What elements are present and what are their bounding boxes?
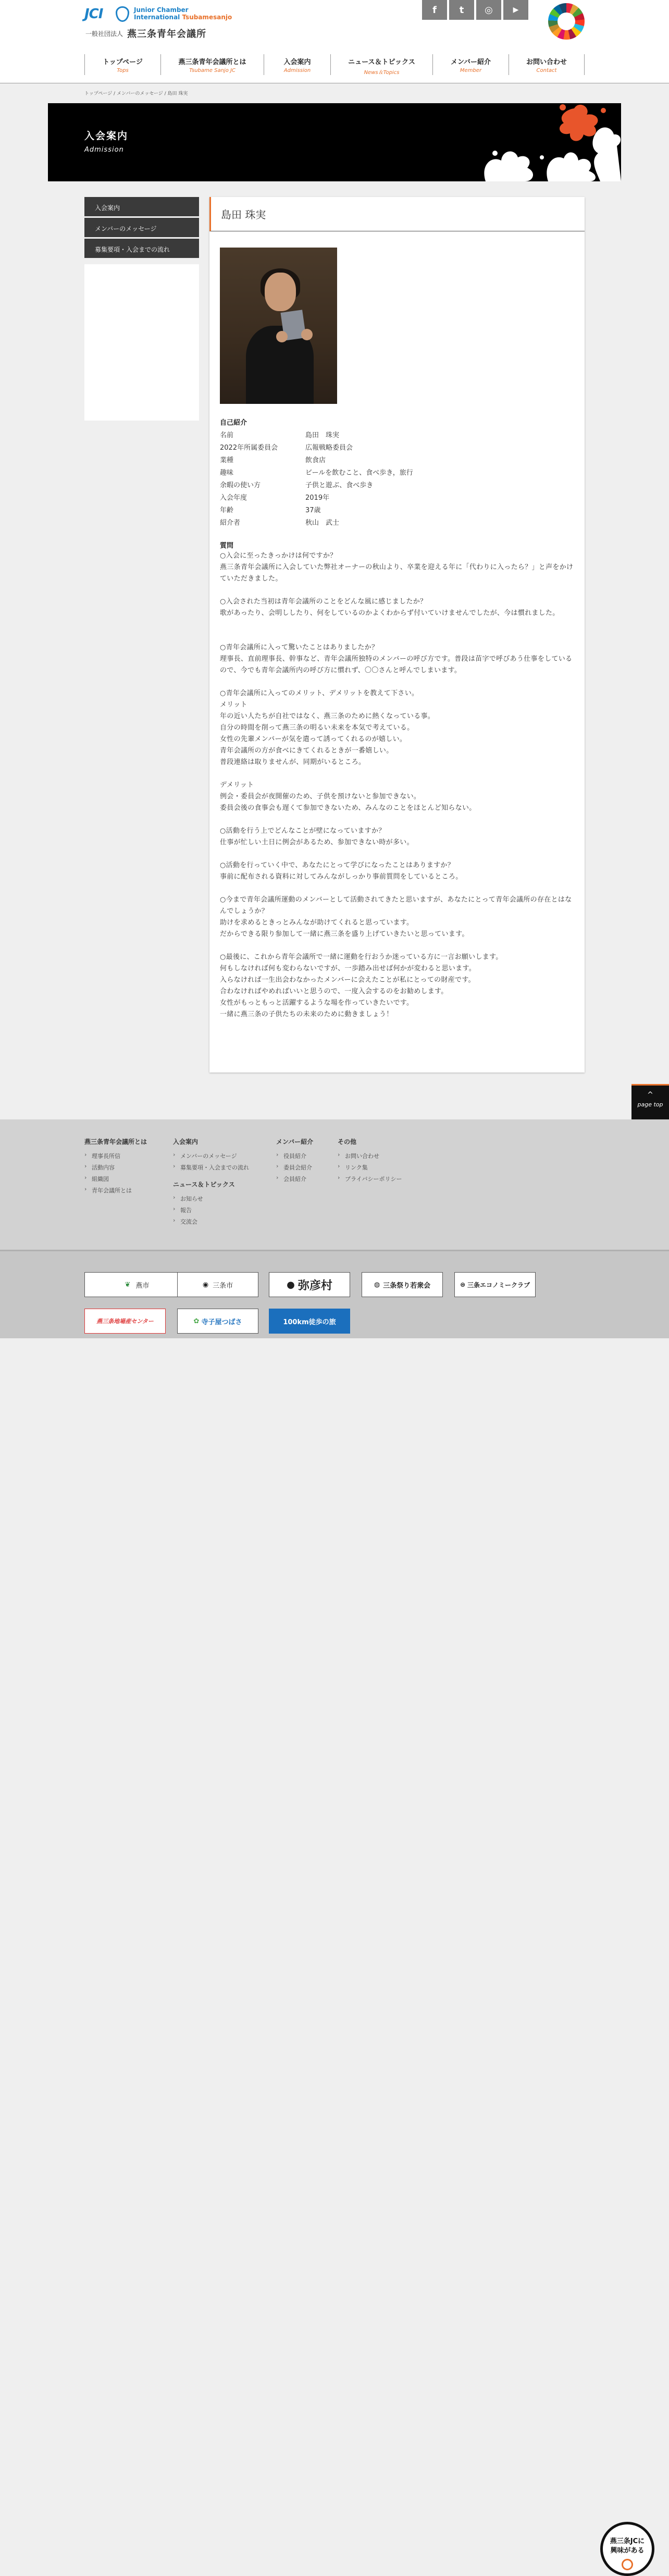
footer-link[interactable]: › 会員紹介 (283, 1175, 306, 1183)
footer-link[interactable]: › メンバーのメッセージ (180, 1152, 237, 1160)
footer-heading[interactable]: 入会案内 (173, 1138, 199, 1145)
footer-link[interactable]: › 組織図 (92, 1175, 109, 1183)
facebook-icon[interactable]: f (422, 0, 447, 20)
page-banner (48, 103, 621, 181)
chevron-up-icon: ^ (647, 1091, 653, 1099)
nav-admission[interactable] (264, 54, 330, 75)
footer-heading[interactable]: 燕三条青年会議所とは (84, 1138, 147, 1145)
splash-decoration (475, 103, 621, 181)
nav-sublabel: Tops (117, 68, 129, 73)
banner-subtitle: Admission (84, 146, 124, 154)
footer-link[interactable]: › 理事長所信 (92, 1152, 120, 1160)
nav-label: お問い合わせ (526, 58, 567, 66)
qa-block: ○最後に、これから青年会議所で一緒に運動を行おうか迷っている方に一言お願いします。 何もしなければ何も変わらないですが、一歩踏み出せば何かが変わると思います。 入らなければ一生出会わなかったメンバーに会えたことが私にとっての財産です。 合わなければやめればいいと思うので、一度入会するのをお勧めします。 女性がもっともっと活躍するような場を作っていきたいです。 一緒に燕三条の子供たちの未来のために動きましょう！ (220, 953, 503, 1018)
page-top-label: page top (637, 1101, 663, 1108)
banner-100km-walk[interactable]: 100km徒歩の旅 (269, 1309, 350, 1334)
footer-link[interactable]: › 活動内容 (92, 1163, 115, 1172)
nav-sublabel: Tsubame Sanjo JC (189, 68, 236, 73)
footer-link[interactable]: › 委員会紹介 (283, 1163, 312, 1172)
yahiko-icon: ● (287, 1279, 295, 1290)
footer-link[interactable]: › 青年会議所とは (92, 1186, 132, 1194)
nav-sublabel: Member (460, 68, 482, 73)
sidebar-item-requirements[interactable]: 募集要項・入会までの流れ (84, 239, 199, 258)
qa-block: ○活動を行う上でどんなことが壁になっていますか？ 仕事が忙しい土日に例会があるため、参加できない時が多い。 (220, 827, 414, 846)
breadcrumb[interactable]: トップページ / メンバーのメッセージ / 島田 珠実 (84, 91, 188, 96)
footer-heading[interactable]: その他 (338, 1138, 357, 1145)
qa-block: ○青年会議所に入ってのメリット、デメリットを教えて下さい。 メリット 年の近い人たちが自社ではなく、燕三条のために熱くなっている事。 自分の時間を削って燕三条の明るい未来を本気で考えている。 女性の先輩メンバーが気を遣って誘ってくれるのが嬉しい。 青年会議所の方が食べにきてくれるときが一番嬉しい。 普段連絡は取りませんが、同期がいるところ。 (220, 689, 435, 766)
footer-link[interactable]: › 募集要項・入会までの流れ (180, 1163, 249, 1172)
nav-label: トップページ (103, 58, 143, 66)
sidebar-item-admission[interactable]: 入会案内 (84, 197, 199, 216)
profile-heading: 自己紹介 (220, 419, 247, 427)
instagram-icon[interactable]: ◎ (476, 0, 501, 20)
footer-link[interactable]: › お知らせ (180, 1194, 203, 1203)
banner-sanjo-city[interactable]: ◉ 三条市 (177, 1272, 258, 1297)
nav-label: 入会案内 (283, 58, 311, 66)
economy-club-icon: ⊜ (460, 1281, 466, 1288)
logo-english-line2: International Tsubamesanjo (134, 14, 232, 21)
footer-link[interactable]: › 報告 (180, 1206, 192, 1214)
jci-globe-icon (116, 6, 129, 22)
site-footer (0, 1119, 669, 1250)
footer-heading[interactable]: ニュース＆トピックス (173, 1181, 235, 1188)
banner-title: 入会案内 (84, 130, 129, 142)
footer-link[interactable]: › 役員紹介 (283, 1152, 306, 1160)
interest-badge-line1: 燕三条JCに (610, 2537, 645, 2545)
jci-logo[interactable]: JCI (84, 6, 103, 22)
site-header (0, 0, 669, 83)
qa-block: ○青年会議所に入って驚いたことはありましたか？ 理事長、直前理事長、幹事など、青年会議所独特のメンバーの呼び方です。普段は苗字で呼びあう仕事をしているので、今でも青年会議所内の呼び方に慣れず、〇〇さんと呼んでしまいます。 (220, 644, 573, 674)
member-photo (220, 248, 337, 404)
logo-org-name[interactable]: 燕三条青年会議所 (127, 29, 206, 40)
nav-contact[interactable] (509, 54, 585, 75)
nav-sublabel: News＆Topics (364, 70, 400, 76)
youtube-icon[interactable]: ▶ (503, 0, 528, 20)
banner-yahiko-village[interactable]: ● 弥彦村 (269, 1272, 350, 1297)
tsubame-city-icon: ❦ (125, 1280, 131, 1289)
footer-link[interactable]: › 交流会 (180, 1217, 197, 1226)
nav-label: メンバー紹介 (450, 58, 491, 66)
qa-block: ○今まで青年会議所運動のメンバーとして活動されてきたと思いますが、あなたにとって青年会議所の存在とはなんでしょうか？ 助けを求めるときっとみんなが助けてくれると思っています。 だからできる限り参加して一緒に燕三条を盛り上げていきたいと思っています。 (220, 896, 572, 938)
nav-label: ニュース＆トピックス (348, 58, 415, 66)
sidebar-blank-panel (84, 264, 199, 421)
main-content: 島田 珠実 自己紹介 名前 島田 珠実 2022年所属委員会 広報戦略委員会 業種 飲食店 趣味 ビールを飲むこと、食べ歩き，旅行 余暇の使い方 子供と遊ぶ、食べ歩き 入会年度 2019年 年齢 37歳 紹介者 秋山 武士 質問 ○入会に至ったきっかけは何ですか？ 燕三条青年会議所に入会していた弊社オーナーの秋山より、卒業を迎える年に「代わりに入ったら？」と声をかけていただきました。 ○入会された当初は青年会議所のことをどんな風に感じましたか？ 歌があったり、会明ししたり、何をしているのかよくわからず付いていけませんでしたが、今は慣れました。 ○青年会議所に入って驚いたことはありましたか？ 理事長、直前理事長、幹事など、青年会議所独特のメンバーの呼び方です。普段は苗字で呼びあう仕事をしているので、今でも青年会議所内の呼び方に慣れず、〇〇さんと呼んでしまいます。 ○青年会議所に入ってのメリット、デメリットを教えて下さい。 メリット 年の近い人たちが自社ではなく、燕三条のために熱くなっている事。 自分の時間を削って燕三条の明るい未来を本気で考えている。 女性の先輩メンバーが気を遣って誘ってくれるのが嬉しい。 青年会議所の方が食べにきてくれるときが一番嬉しい。 普段連絡は取りませんが、同期がいるところ。 デメリット 例会・委員会が夜開催のため、子供を預けないと参加できない。 委員会後の食事会も遅くて参加できないため、みんなのことをほとんど知らない。 ○活動を行う上でどんなことが壁になっていますか？ 仕事が忙しい土日に例会があるため、参加できない時が多い。 ○活動を行っていく中で、あなたにとって学びになったことはありますか？ 事前に配布される資料に対してみんながしっかり事前質問をしているところ。 ○今まで青年会議所運動のメンバーとして活動されてきたと思いますが、あなたにとって青年会議所の存在とはなんでしょうか？ 助けを求めるときっとみんなが助けてくれると思っています。 だからできる限り参加して一緒に燕三条を盛り上げていきたいと思っています。 ○最後に、これから青年会議所で一緒に運動を行おうか迷っている方に一言お願いします。 何もしなければ何も変わらないですが、一歩踏み出せば何かが変わると思います。 入らなければ一生出会わなかったメンバーに会えたことが私にとっての財産です。 合わなければやめればいいと思うので、一度入会するのをお勧めします。 女性がもっともっと活躍するような場を作っていきたいです。 一緒に燕三条の子供たちの未来のために動きましょう！ (209, 197, 585, 1073)
footer-link[interactable]: › お問い合わせ (345, 1152, 379, 1160)
page-top-button[interactable] (631, 1084, 669, 1119)
nav-news[interactable] (330, 54, 432, 75)
banner-jibasan[interactable]: 燕三条地場産センター (84, 1309, 166, 1334)
footer-link[interactable]: › リンク集 (345, 1163, 368, 1172)
qa-block: ○活動を行っていく中で、あなたにとって学びになったことはありますか？ 事前に配布される資料に対してみんながしっかり事前質問をしているところ。 (220, 861, 463, 881)
qa-heading: 質問 (220, 542, 234, 550)
nav-member[interactable] (432, 54, 509, 75)
qa-block: ○入会された当初は青年会議所のことをどんな風に感じましたか？ 歌があったり、会明ししたり、何をしているのかよくわからず付いていけませんでしたが、今は慣れました。 (220, 598, 560, 617)
banner-terakoya[interactable]: ✿ 寺子屋つばさ (177, 1309, 258, 1334)
interest-badge-button[interactable] (600, 2522, 654, 2576)
qa-block: ○入会に至ったきっかけは何ですか？ 燕三条青年会議所に入会していた弊社オーナーの秋山より、卒業を迎える年に「代わりに入ったら？」と声をかけていただきました。 (220, 552, 574, 583)
matsuri-icon: ◍ (374, 1280, 380, 1289)
nav-sublabel: Contact (536, 68, 557, 73)
nav-tops[interactable] (84, 54, 160, 75)
nav-about[interactable] (160, 54, 264, 75)
nav-sublabel: Admission (283, 68, 311, 73)
logo-english-line1: Junior Chamber (134, 6, 189, 14)
banner-tsubame-city[interactable]: ❦ 燕市 (84, 1272, 190, 1297)
page-title: 島田 珠実 (209, 197, 585, 231)
sidebar-item-member-messages[interactable]: メンバーのメッセージ (84, 218, 199, 237)
sdgs-wheel-icon[interactable] (548, 3, 585, 40)
twitter-icon[interactable]: t (449, 0, 474, 20)
footer-heading[interactable]: メンバー紹介 (276, 1138, 314, 1145)
footer-link[interactable]: › プライバシーポリシー (345, 1175, 402, 1183)
logo-org-type: 一般社団法人 (85, 30, 123, 38)
terakoya-icon: ✿ (193, 1317, 200, 1325)
sanjo-city-icon: ◉ (202, 1280, 209, 1289)
link-banners (0, 1250, 669, 2555)
interest-badge-line2: 興味がある (610, 2547, 645, 2555)
qa-block: デメリット 例会・委員会が夜開催のため、子供を預けないと参加できない。 委員会後の食事会も遅くて参加できないため、みんなのことをほとんど知らない。 (220, 781, 476, 812)
magnifier-icon (622, 2559, 633, 2570)
banner-sanjo-matsuri[interactable]: ◍ 三条祭り若衆会 (362, 1272, 443, 1297)
banner-economy-club[interactable]: ⊜ 三条エコノミークラブ (454, 1272, 536, 1297)
nav-label: 燕三条青年会議所とは (178, 58, 246, 66)
